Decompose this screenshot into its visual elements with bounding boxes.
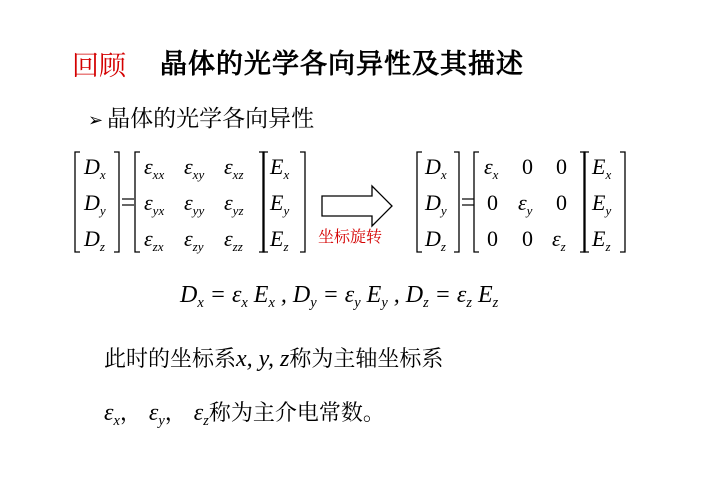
general-d-1: $D_y$ — [84, 190, 106, 218]
diag-eps-11: $\varepsilon_y$ — [518, 190, 533, 218]
rotation-arrow-icon — [322, 186, 392, 226]
principal-text-after: 称为主介电常数。 — [208, 401, 385, 426]
diag-eps-00: $\varepsilon_x$ — [484, 154, 499, 182]
separator-2: ， — [164, 401, 187, 426]
general-eps-00: $\varepsilon_{xx}$ — [144, 154, 165, 182]
diag-eps-02: 0 — [556, 154, 567, 179]
principal-axes-sentence — [104, 342, 443, 373]
general-eps-20: $\varepsilon_{zx}$ — [144, 226, 164, 254]
general-eps-22: $\varepsilon_{zz}$ — [224, 226, 243, 254]
diag-eps-21: 0 — [522, 226, 533, 251]
diag-e-1: $E_y$ — [592, 190, 612, 218]
diag-e-2: $E_z$ — [592, 226, 611, 254]
principal-eps-x: $\varepsilon_x$ — [104, 400, 120, 430]
diagonal-matrix-entries — [424, 154, 611, 254]
diag-eps-20: 0 — [487, 226, 498, 251]
constitutive-relation: $D_x = \varepsilon_x$ $E_x$ , $D_y = \varepsilon_y$ $E_y$ , $D_z = \varepsilon_z$ $E_z$ — [180, 282, 499, 312]
general-matrix-entries — [83, 154, 289, 254]
general-d-0: $D_x$ — [84, 154, 106, 182]
diag-d-0: $D_x$ — [425, 154, 447, 182]
diag-e-0: $E_x$ — [592, 154, 612, 182]
principal-eps-z: $\varepsilon_z$ — [193, 400, 209, 430]
rotation-label: 坐标旋转 — [318, 227, 383, 246]
axes-symbols: x, y, z — [236, 346, 290, 372]
bullet-arrow-icon: ➢ — [88, 110, 104, 131]
general-eps-10: $\varepsilon_{yx}$ — [144, 190, 165, 218]
general-eps-02: $\varepsilon_{xz}$ — [224, 154, 244, 182]
principal-eps-y: $\varepsilon_y$ — [148, 400, 165, 430]
principal-permittivity-sentence — [104, 396, 385, 430]
general-e-1: $E_y$ — [270, 190, 290, 218]
general-eps-11: $\varepsilon_{yy}$ — [184, 190, 205, 218]
equals-signs — [122, 199, 474, 205]
diag-eps-12: 0 — [556, 190, 567, 215]
title-prefix: 回顾 — [72, 51, 126, 82]
diag-d-1: $D_y$ — [425, 190, 447, 218]
axes-text-after: 称为主轴坐标系 — [289, 347, 444, 372]
general-eps-01: $\varepsilon_{xy}$ — [184, 154, 205, 182]
diag-d-2: $D_z$ — [425, 226, 446, 254]
general-eps-12: $\varepsilon_{yz}$ — [224, 190, 244, 218]
general-e-2: $E_z$ — [270, 226, 289, 254]
slide-title: 晶体的光学各向异性及其描述 — [160, 49, 524, 80]
diag-eps-01: 0 — [522, 154, 533, 179]
axes-text-before: 此时的坐标系 — [104, 347, 237, 372]
general-eps-21: $\varepsilon_{zy}$ — [184, 226, 204, 254]
general-d-2: $D_z$ — [84, 226, 105, 254]
bullet-text: 晶体的光学各向异性 — [107, 106, 315, 132]
separator-1: ， — [119, 401, 142, 426]
diag-eps-22: $\varepsilon_z$ — [552, 226, 566, 254]
diag-eps-10: 0 — [487, 190, 498, 215]
general-e-0: $E_x$ — [270, 154, 290, 182]
